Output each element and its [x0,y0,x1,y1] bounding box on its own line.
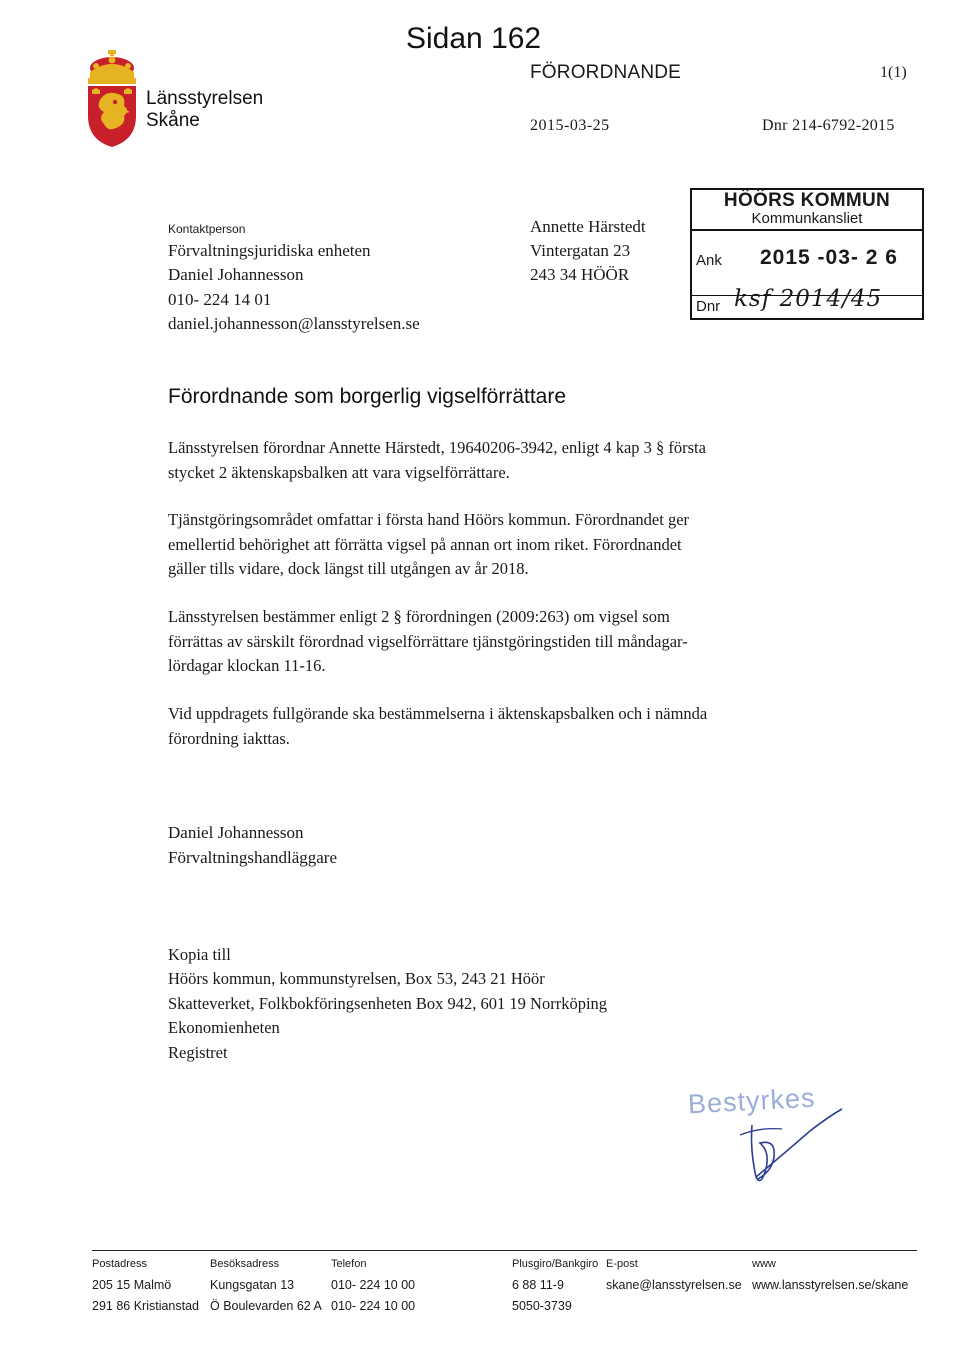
lansstyrelsen-coat-of-arms-logo [86,50,138,148]
paragraph-line: gäller tills vidare, dock längst till utgången av år 2018. [168,559,529,578]
copy-recipient: Höörs kommun, kommunstyrelsen, Box 53, 243 21 Höör [168,969,545,988]
paragraph-line: Vid uppdragets fullgörande ska bestämmelserna i äktenskapsbalken och i nämnda [168,704,708,723]
recipient-postal: 243 34 HÖÖR [530,265,630,284]
paragraph-service-hours [168,605,788,679]
stamp-dnr-handwritten: ksf 2014/45 [734,286,883,312]
contact-department: Förvaltningsjuridiska enheten [168,241,371,260]
page-count: 1(1) [880,64,907,81]
paragraph-jurisdiction [168,508,788,582]
footer-website-link[interactable]: www.lansstyrelsen.se/skane [752,1278,909,1292]
paragraph-line: emellertid behörighet att förrätta vigsel på annan ort inom riket. Förordnandet [168,534,682,554]
stamp-ank-label: Ank [696,252,722,269]
copy-recipient: Skatteverket, Folkbokföringsenheten Box 942, 601 19 Norrköping [168,994,608,1013]
signatory-title: Förvaltningshandläggare [168,848,338,867]
paragraph-line: Länsstyrelsen bestämmer enligt 2 § förordningen (2009:263) om vigsel som [168,607,670,626]
paragraph-line: förrättas av särskilt förordnad vigselförrättare tjänstgöringstiden till måndagar- [168,631,688,651]
paragraph-line: Tjänstgöringsområdet omfattar i första hand Höörs kommun. Förordnandet ger [168,510,690,529]
paragraph-line: förordning iakttas. [168,728,290,748]
footer-postadress-line: 205 15 Malmö [92,1278,172,1292]
org-name [146,88,263,132]
handwritten-signature [720,1105,850,1190]
stamp-subtitle: Kommunkansliet [692,210,922,231]
document-type: FÖRORDNANDE [530,62,682,83]
paragraph-appointment [168,436,788,485]
copy-recipient: Ekonomienheten [168,1018,280,1037]
copies-label: Kopia till [168,945,231,964]
contact-label: Kontaktperson [168,222,246,236]
footer-besoksadress-line: Ö Boulevarden 62 A [210,1299,322,1313]
contact-phone: 010- 224 14 01 [168,290,272,309]
paragraph-line: Länsstyrelsen förordnar Annette Härstedt, 19640206-3942, enligt 4 kap 3 § första [168,438,706,457]
footer-telefon-label: Telefon [331,1258,367,1270]
org-name-line1: Länsstyrelsen [146,88,264,109]
footer-epost-label: E-post [606,1258,638,1270]
footer-plusgiro-label: Plusgiro/Bankgiro [512,1258,599,1270]
paragraph-line: stycket 2 äktenskapsbalken att vara vigselförrättare. [168,462,510,482]
stamp-ank-date: 2015 -03- 2 6 [760,246,898,269]
document-dnr: Dnr 214-6792-2015 [762,117,895,134]
org-name-line2: Skåne [146,110,200,131]
recipient-name: Annette Härstedt [530,217,646,236]
stamp-title: HÖÖRS KOMMUN [723,190,891,211]
footer-plusgiro-line: 6 88 11-9 [512,1278,564,1292]
document-heading: Förordnande som borgerlig vigselförrättare [168,385,567,408]
received-stamp [690,188,924,320]
footer-bankgiro-line: 5050-3739 [512,1299,572,1313]
footer-divider [92,1250,917,1251]
certified-stamp: Bestyrkes [687,1082,817,1120]
stamp-dnr-label: Dnr [696,298,721,315]
footer-email-link[interactable]: skane@lansstyrelsen.se [606,1278,742,1292]
document-date: 2015-03-25 [530,117,610,134]
contact-name: Daniel Johannesson [168,265,304,284]
recipient-street: Vintergatan 23 [530,241,631,260]
footer-besoksadress-line: Kungsgatan 13 [210,1278,295,1292]
contact-email: daniel.johannesson@lansstyrelsen.se [168,314,420,333]
footer-telefon-line: 010- 224 10 00 [331,1278,416,1292]
copy-recipient: Registret [168,1043,228,1062]
paragraph-line: lördagar klockan 11-16. [168,656,326,675]
footer-postadress-line: 291 86 Kristianstad [92,1299,200,1313]
footer-postadress-label: Postadress [92,1258,148,1270]
footer-besoksadress-label: Besöksadress [210,1258,280,1270]
footer-telefon-line: 010- 224 10 00 [331,1299,416,1313]
paragraph-regulations [168,702,788,751]
signatory-name: Daniel Johannesson [168,823,304,842]
page-number-label: Sidan 162 [406,22,542,55]
footer-www-label: www [752,1258,776,1270]
